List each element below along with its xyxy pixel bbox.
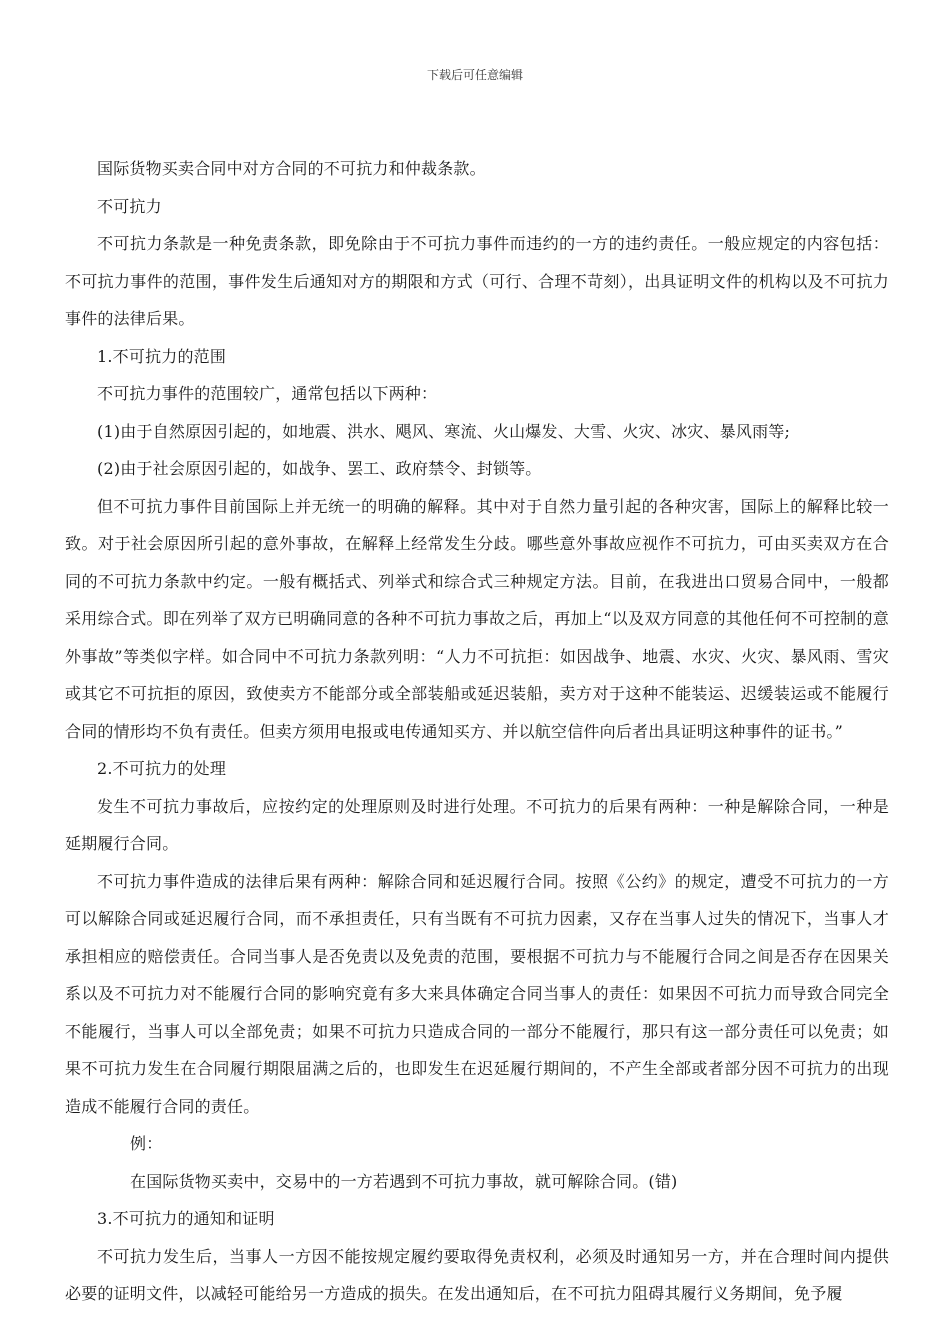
paragraph: 但不可抗力事件目前国际上并无统一的明确的解释。其中对于自然力量引起的各种灾害，国际上的解释比较一致。对于社会原因所引起的意外事故，在解释上经常发生分歧。哪些意外事故应视作不可抗力，可由买卖双方在合同的不可抗力条款中约定。一般有概括式、列举式和综合式三种规定方法。目前，在我进出口贸易合同中，一般都采用综合式。即在列举了双方已明确同意的各种不可抗力事故之后，再加上“以及双方同意的其他任何不可控制的意外事故”等类似字样。如合同中不可抗力条款列明：“人力不可抗拒：如因战争、地震、水灾、火灾、暴风雨、雪灾或其它不可抗拒的原因，致使卖方不能部分或全部装船或延迟装船，卖方对于这种不能装运、迟缓装运或不能履行合同的情形均不负有责任。但卖方须用电报或电传通知买方、并以航空信件向后者出具证明这种事件的证书。”: [65, 496, 889, 741]
example-label: 例：: [130, 1134, 163, 1153]
subsection-heading-notice: 3.不可抗力的通知和证明: [97, 1209, 275, 1228]
subsection-heading-scope: 1.不可抗力的范围: [97, 346, 227, 366]
paragraph: 不可抗力事件造成的法律后果有两种：解除合同和延迟履行合同。按照《公约》的规定，遭受不可抗力的一方可以解除合同或延迟履行合同，而不承担责任，只有当既有不可抗力因素，又存在当事人过失的情况下，当事人才承担相应的赔偿责任。合同当事人是否免责以及免责的范围，要根据不可抗力与不能履行合同之间是否存在因果关系以及不可抗力对不能履行合同的影响究竟有多大来具体确定合同当事人的责任：如果因不可抗力而导致合同完全不能履行，当事人可以全部免责；如果不可抗力只造成合同的一部分不能履行，那只有这一部分责任可以免责；如果不可抗力发生在合同履行期限届满之后的，也即发生在迟延履行期间的，不产生全部或者部分因不可抗力的出现造成不能履行合同的责任。: [65, 871, 889, 1116]
paragraph: 发生不可抗力事故后，应按约定的处理原则及时进行处理。不可抗力的后果有两种：一种是解除合同，一种是延期履行合同。: [65, 796, 889, 853]
page-header: 下载后可任意编辑: [426, 68, 523, 82]
paragraph: 不可抗力发生后，当事人一方因不能按规定履约要取得免责权利，必须及时通知另一方，并在合理时间内提供必要的证明文件，以减轻可能给另一方造成的损失。在发出通知后，在不可抗力阻碍其履行义务期间，免予履: [65, 1246, 889, 1303]
list-item: (1)由于自然原因引起的，如地震、洪水、飓风、寒流、火山爆发、大雪、火灾、冰灾、暴风雨等;: [97, 421, 791, 441]
subsection-heading-handling: 2.不可抗力的处理: [97, 759, 227, 778]
section-heading-force-majeure: 不可抗力: [97, 196, 162, 216]
list-item: (2)由于社会原因引起的，如战争、罢工、政府禁令、封锁等。: [97, 459, 542, 478]
example-text: 在国际货物买卖中，交易中的一方若遇到不可抗力事故，就可解除合同。(错): [130, 1171, 678, 1191]
paragraph: 不可抗力条款是一种免责条款，即免除由于不可抗力事件而违约的一方的违约责任。一般应规定的内容包括：不可抗力事件的范围，事件发生后通知对方的期限和方式（可行、合理不苛刻），出具证明文件的机构以及不可抗力事件的法律后果。: [65, 234, 889, 328]
intro-paragraph: 国际货物买卖合同中对方合同的不可抗力和仲裁条款。: [97, 159, 486, 178]
paragraph: 不可抗力事件的范围较广，通常包括以下两种：: [97, 384, 438, 403]
document-body: [65, 150, 889, 1313]
